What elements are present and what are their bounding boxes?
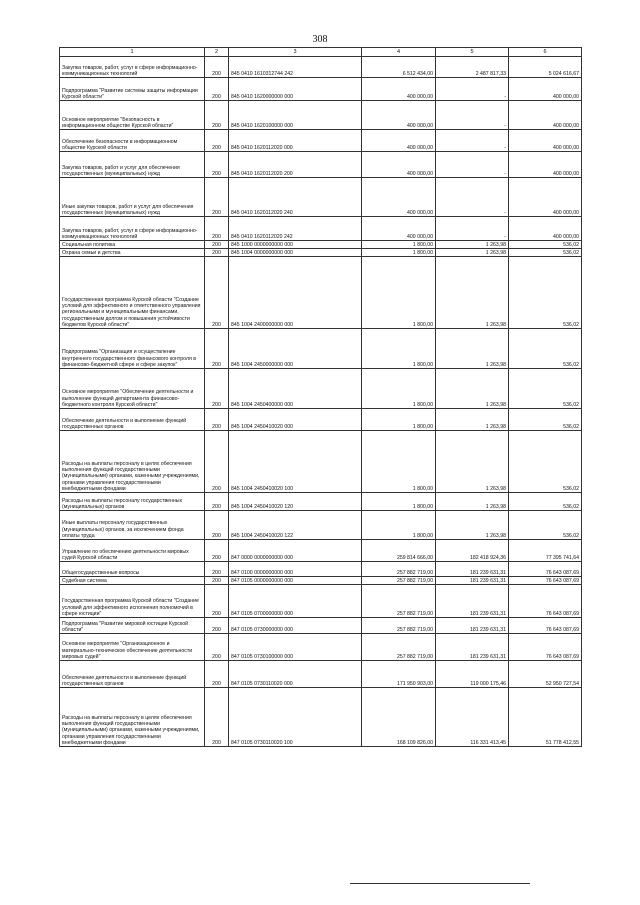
row-budget-code: 847 0000 0000000000 000 <box>229 540 362 562</box>
row-remaining-amount: 400 000,00 <box>509 101 582 130</box>
row-name: Иные выплаты персоналу государственных (муниципальных) органов, за исключением фонда оплаты труда <box>60 511 205 540</box>
table-row <box>60 257 582 329</box>
row-budget-code: 845 1004 2450410020 122 <box>229 511 362 540</box>
row-approved-amount: 400 000,00 <box>362 152 436 178</box>
row-name: Расходы на выплаты персоналу в целях обеспечения выполнения функций государственными (муниципальными) органами, казенными учреждениями, органами управления государственными внебюджетными фондами <box>60 431 205 493</box>
row-code-line: 200 <box>205 78 229 101</box>
row-approved-amount: 257 882 719,00 <box>362 618 436 634</box>
row-budget-code: 847 0105 0700000000 000 <box>229 585 362 618</box>
row-remaining-amount: 536,02 <box>509 249 582 257</box>
row-name: Закупка товаров, работ, услуг в сфере информационно-коммуникационных технологий <box>60 57 205 78</box>
row-name: Иные закупки товаров, работ и услуг для обеспечения государственных (муниципальных) нужд <box>60 178 205 217</box>
row-approved-amount: 400 000,00 <box>362 101 436 130</box>
table-row <box>60 178 582 217</box>
row-name: Государственная программа Курской области "Создание условий для эффективного исполнения полномочий в сфере юстиции" <box>60 585 205 618</box>
row-approved-amount: 400 000,00 <box>362 217 436 241</box>
row-remaining-amount: 400 000,00 <box>509 217 582 241</box>
row-executed-amount: 1 263,98 <box>436 369 509 409</box>
row-code-line: 200 <box>205 493 229 511</box>
row-code-line: 200 <box>205 257 229 329</box>
row-executed-amount: 181 239 631,31 <box>436 634 509 661</box>
row-approved-amount: 1 800,00 <box>362 493 436 511</box>
row-executed-amount: - <box>436 217 509 241</box>
table-row <box>60 217 582 241</box>
page-number: 308 <box>312 34 328 45</box>
row-approved-amount: 400 000,00 <box>362 78 436 101</box>
column-header: 5 <box>436 48 509 57</box>
table-row <box>60 369 582 409</box>
row-name: Основное мероприятие "Организационное и материально-техническое обеспечение деятельности мировых судей" <box>60 634 205 661</box>
table-body <box>60 57 582 747</box>
row-executed-amount: 116 331 413,45 <box>436 688 509 747</box>
row-budget-code: 847 0100 0000000000 000 <box>229 562 362 577</box>
table-row <box>60 249 582 257</box>
row-budget-code: 845 1004 2450000000 000 <box>229 329 362 369</box>
row-code-line: 200 <box>205 618 229 634</box>
row-code-line: 200 <box>205 431 229 493</box>
row-remaining-amount: 76 643 087,69 <box>509 585 582 618</box>
row-approved-amount: 6 512 434,00 <box>362 57 436 78</box>
table-header-row <box>60 48 582 57</box>
row-remaining-amount: 76 643 087,69 <box>509 577 582 585</box>
table-row <box>60 585 582 618</box>
row-approved-amount: 171 950 903,00 <box>362 661 436 688</box>
column-header: 1 <box>60 48 205 57</box>
table-row <box>60 152 582 178</box>
row-budget-code: 845 0410 1610312744 242 <box>229 57 362 78</box>
row-name: Общегосударственные вопросы <box>60 562 205 577</box>
row-budget-code: 845 1004 0000000000 000 <box>229 249 362 257</box>
row-approved-amount: 259 814 666,00 <box>362 540 436 562</box>
row-name: Подпрограмма "Развитие мировой юстиции Курской области" <box>60 618 205 634</box>
row-code-line: 200 <box>205 241 229 249</box>
column-header: 2 <box>205 48 229 57</box>
row-remaining-amount: 536,02 <box>509 369 582 409</box>
row-approved-amount: 1 800,00 <box>362 257 436 329</box>
row-name: Подпрограмма "Организация и осуществление внутреннего государственного финансового контроля в финансово-бюджетной сфере и сфере закупок" <box>60 329 205 369</box>
row-approved-amount: 1 800,00 <box>362 241 436 249</box>
row-code-line: 200 <box>205 152 229 178</box>
row-executed-amount: 1 263,98 <box>436 249 509 257</box>
row-remaining-amount: 536,02 <box>509 257 582 329</box>
table-row <box>60 101 582 130</box>
table-row <box>60 562 582 577</box>
row-name: Охрана семьи и детства <box>60 249 205 257</box>
footer-divider <box>350 883 530 884</box>
row-executed-amount: 181 239 631,31 <box>436 618 509 634</box>
row-executed-amount: - <box>436 101 509 130</box>
row-name: Закупка товаров, работ и услуг для обеспечения государственных (муниципальных) нужд <box>60 152 205 178</box>
row-code-line: 200 <box>205 130 229 152</box>
row-remaining-amount: 536,02 <box>509 409 582 431</box>
table-row <box>60 618 582 634</box>
row-approved-amount: 1 800,00 <box>362 431 436 493</box>
row-executed-amount: 1 263,98 <box>436 431 509 493</box>
row-name: Обеспечение деятельности и выполнение функций государственных органов <box>60 661 205 688</box>
table-row <box>60 661 582 688</box>
row-remaining-amount: 51 778 412,55 <box>509 688 582 747</box>
row-budget-code: 845 1004 2450410020 120 <box>229 493 362 511</box>
row-code-line: 200 <box>205 178 229 217</box>
row-executed-amount: 1 263,98 <box>436 493 509 511</box>
row-name: Основное мероприятие "Безопасность в информационном обществе Курской области" <box>60 101 205 130</box>
row-remaining-amount: 76 643 087,69 <box>509 618 582 634</box>
row-remaining-amount: 77 395 741,64 <box>509 540 582 562</box>
row-code-line: 200 <box>205 249 229 257</box>
row-executed-amount: 181 239 631,31 <box>436 585 509 618</box>
row-executed-amount: 2 487 817,33 <box>436 57 509 78</box>
row-budget-code: 847 0105 0730000000 000 <box>229 618 362 634</box>
row-executed-amount: - <box>436 78 509 101</box>
row-budget-code: 847 0105 0730100000 000 <box>229 634 362 661</box>
row-budget-code: 845 0410 1620000000 000 <box>229 78 362 101</box>
row-executed-amount: - <box>436 152 509 178</box>
row-approved-amount: 257 882 719,00 <box>362 577 436 585</box>
row-code-line: 200 <box>205 540 229 562</box>
row-budget-code: 845 1004 2450400000 000 <box>229 369 362 409</box>
row-budget-code: 845 1004 2450410020 100 <box>229 431 362 493</box>
row-executed-amount: 1 263,98 <box>436 511 509 540</box>
row-name: Государственная программа Курской области "Создание условий для эффективного и ответственного управления региональными и муниципальными финансами, государственным долгом и повышения устойчивости бюджетов Курской области" <box>60 257 205 329</box>
row-code-line: 200 <box>205 409 229 431</box>
row-name: Обеспечение деятельности и выполнение функций государственных органов <box>60 409 205 431</box>
row-executed-amount: 1 263,98 <box>436 257 509 329</box>
row-code-line: 200 <box>205 217 229 241</box>
row-budget-code: 845 1004 2450410020 000 <box>229 409 362 431</box>
row-name: Социальная политика <box>60 241 205 249</box>
row-approved-amount: 1 800,00 <box>362 329 436 369</box>
row-name: Управление по обеспечению деятельности мировых судей Курской области <box>60 540 205 562</box>
column-header: 4 <box>362 48 436 57</box>
row-code-line: 200 <box>205 585 229 618</box>
row-remaining-amount: 5 024 616,67 <box>509 57 582 78</box>
row-code-line: 200 <box>205 329 229 369</box>
table-row <box>60 409 582 431</box>
row-code-line: 200 <box>205 511 229 540</box>
row-name: Обеспечение безопасности в информационном обществе Курской области <box>60 130 205 152</box>
budget-table <box>59 47 582 747</box>
row-approved-amount: 257 882 719,00 <box>362 562 436 577</box>
row-approved-amount: 400 000,00 <box>362 130 436 152</box>
row-code-line: 200 <box>205 634 229 661</box>
row-remaining-amount: 536,02 <box>509 493 582 511</box>
row-name: Судебная система <box>60 577 205 585</box>
row-budget-code: 847 0105 0730110020 100 <box>229 688 362 747</box>
row-code-line: 200 <box>205 688 229 747</box>
row-budget-code: 845 1000 0000000000 000 <box>229 241 362 249</box>
row-budget-code: 847 0105 0000000000 000 <box>229 577 362 585</box>
row-code-line: 200 <box>205 562 229 577</box>
row-remaining-amount: 536,02 <box>509 431 582 493</box>
row-approved-amount: 400 000,00 <box>362 178 436 217</box>
row-approved-amount: 257 882 719,00 <box>362 585 436 618</box>
row-remaining-amount: 400 000,00 <box>509 178 582 217</box>
row-remaining-amount: 400 000,00 <box>509 78 582 101</box>
row-name: Расходы на выплаты персоналу государственных (муниципальных) органов <box>60 493 205 511</box>
row-approved-amount: 1 800,00 <box>362 409 436 431</box>
row-budget-code: 845 0410 1620112020 200 <box>229 152 362 178</box>
row-remaining-amount: 400 000,00 <box>509 130 582 152</box>
row-budget-code: 845 0410 1620112020 000 <box>229 130 362 152</box>
table-row <box>60 57 582 78</box>
row-remaining-amount: 536,02 <box>509 329 582 369</box>
row-remaining-amount: 536,02 <box>509 241 582 249</box>
row-executed-amount: 181 239 631,31 <box>436 577 509 585</box>
row-approved-amount: 1 800,00 <box>362 249 436 257</box>
column-header: 3 <box>229 48 362 57</box>
table-row <box>60 688 582 747</box>
row-approved-amount: 257 882 719,00 <box>362 634 436 661</box>
row-code-line: 200 <box>205 101 229 130</box>
table-row <box>60 241 582 249</box>
row-executed-amount: - <box>436 178 509 217</box>
table-row <box>60 329 582 369</box>
table-row <box>60 431 582 493</box>
row-name: Основное мероприятие "Обеспечение деятельности и выполнение функций департамента финансово-бюджетного контроля Курской области" <box>60 369 205 409</box>
table-row <box>60 78 582 101</box>
row-code-line: 200 <box>205 577 229 585</box>
row-budget-code: 845 1004 2400000000 000 <box>229 257 362 329</box>
row-budget-code: 845 0410 1620100000 000 <box>229 101 362 130</box>
table-row <box>60 634 582 661</box>
table-row <box>60 540 582 562</box>
row-code-line: 200 <box>205 369 229 409</box>
table-row <box>60 511 582 540</box>
row-code-line: 200 <box>205 661 229 688</box>
row-code-line: 200 <box>205 57 229 78</box>
row-remaining-amount: 76 643 087,69 <box>509 634 582 661</box>
row-budget-code: 845 0410 1620112020 240 <box>229 178 362 217</box>
row-approved-amount: 1 800,00 <box>362 511 436 540</box>
row-executed-amount: 119 000 175,46 <box>436 661 509 688</box>
row-approved-amount: 168 109 826,00 <box>362 688 436 747</box>
table-row <box>60 493 582 511</box>
table-row <box>60 130 582 152</box>
row-remaining-amount: 400 000,00 <box>509 152 582 178</box>
row-executed-amount: 1 263,98 <box>436 329 509 369</box>
row-executed-amount: 181 239 631,31 <box>436 562 509 577</box>
table-row <box>60 577 582 585</box>
row-name: Подпрограмма "Развитие системы защиты информации Курской области" <box>60 78 205 101</box>
column-header: 6 <box>509 48 582 57</box>
row-budget-code: 847 0105 0730110020 000 <box>229 661 362 688</box>
row-executed-amount: 1 263,98 <box>436 241 509 249</box>
row-remaining-amount: 52 950 727,54 <box>509 661 582 688</box>
row-executed-amount: - <box>436 130 509 152</box>
row-budget-code: 845 0410 1620112020 242 <box>229 217 362 241</box>
row-executed-amount: 182 418 924,36 <box>436 540 509 562</box>
row-approved-amount: 1 800,00 <box>362 369 436 409</box>
row-remaining-amount: 76 643 087,69 <box>509 562 582 577</box>
row-remaining-amount: 536,02 <box>509 511 582 540</box>
row-executed-amount: 1 263,98 <box>436 409 509 431</box>
row-name: Закупка товаров, работ, услуг в сфере информационно-коммуникационных технологий <box>60 217 205 241</box>
row-name: Расходы на выплаты персоналу в целях обеспечения выполнения функций государственными (муниципальными) органами, казенными учреждениями, органами управления государственными внебюджетными фондами <box>60 688 205 747</box>
